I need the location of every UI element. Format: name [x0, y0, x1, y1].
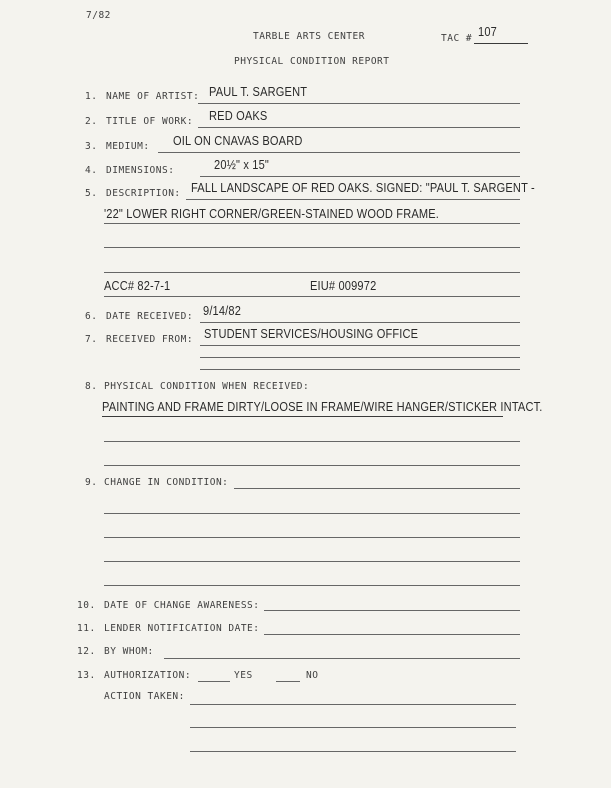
tac-label: TAC # [441, 33, 473, 44]
artist-line [198, 103, 520, 104]
condition-label: PHYSICAL CONDITION WHEN RECEIVED: [104, 381, 310, 392]
no-label: NO [306, 670, 319, 681]
lender-notification-label: LENDER NOTIFICATION DATE: [104, 623, 260, 634]
item-number: 4. [85, 165, 98, 176]
received-from-line-2 [200, 357, 520, 358]
item-number: 1. [85, 91, 98, 102]
change-line-2 [104, 513, 520, 514]
artist-label: NAME OF ARTIST: [106, 91, 200, 102]
artist-value: PAUL T. SARGENT [209, 84, 308, 99]
description-line-1: FALL LANDSCAPE OF RED OAKS. SIGNED: "PAUL T. SARGENT - [191, 180, 535, 195]
description-label: DESCRIPTION: [106, 188, 181, 199]
item-number: 13. [77, 670, 96, 681]
acc-line [104, 296, 520, 297]
date-received-value: 9/14/82 [203, 303, 242, 318]
acc-number: ACC# 82-7-1 [104, 278, 171, 293]
corner-date: 7/82 [86, 10, 111, 21]
change-line-3 [104, 537, 520, 538]
center-name: TARBLE ARTS CENTER [253, 31, 365, 42]
title-line [198, 127, 520, 128]
item-number: 10. [77, 600, 96, 611]
description-rule-2 [104, 223, 520, 224]
title-value: RED OAKS [209, 108, 268, 123]
dimensions-line [200, 176, 520, 177]
item-number: 5. [85, 188, 98, 199]
item-number: 12. [77, 646, 96, 657]
date-received-label: DATE RECEIVED: [106, 311, 194, 322]
item-number: 11. [77, 623, 96, 634]
received-from-line-3 [200, 369, 520, 370]
action-line-2 [190, 727, 516, 728]
no-blank[interactable] [276, 681, 300, 682]
change-label: CHANGE IN CONDITION: [104, 477, 229, 488]
lender-notification-line [264, 634, 520, 635]
medium-value: OIL ON CNAVAS BOARD [173, 133, 303, 148]
item-number: 9. [85, 477, 98, 488]
dimensions-label: DIMENSIONS: [106, 165, 175, 176]
item-number: 8. [85, 381, 98, 392]
description-rule-3 [104, 247, 520, 248]
action-taken-label: ACTION TAKEN: [104, 691, 185, 702]
item-number: 7. [85, 334, 98, 345]
description-rule-4 [104, 272, 520, 273]
dimensions-value: 20½" x 15" [214, 157, 270, 172]
received-from-line-1 [200, 345, 520, 346]
medium-line [158, 152, 520, 153]
condition-rule-1 [104, 441, 520, 442]
action-line-3 [190, 751, 516, 752]
report-title: PHYSICAL CONDITION REPORT [234, 56, 390, 67]
by-whom-line [164, 658, 520, 659]
item-number: 2. [85, 116, 98, 127]
item-number: 6. [85, 311, 98, 322]
condition-underline [102, 416, 503, 417]
received-from-label: RECEIVED FROM: [106, 334, 194, 345]
eiu-number: EIU# 009972 [310, 278, 377, 293]
description-rule-1 [186, 199, 520, 200]
change-line-1 [234, 488, 520, 489]
description-line-2: '22" LOWER RIGHT CORNER/GREEN-STAINED WOOD FRAME. [104, 206, 440, 221]
tac-line [474, 43, 528, 44]
item-number: 3. [85, 141, 98, 152]
date-received-line [200, 322, 520, 323]
action-line-1 [190, 704, 516, 705]
change-line-4 [104, 561, 520, 562]
title-label: TITLE OF WORK: [106, 116, 194, 127]
authorization-label: AUTHORIZATION: [104, 670, 192, 681]
tac-number: 107 [478, 24, 497, 39]
medium-label: MEDIUM: [106, 141, 150, 152]
received-from-value: STUDENT SERVICES/HOUSING OFFICE [204, 326, 419, 341]
by-whom-label: BY WHOM: [104, 646, 154, 657]
change-awareness-line [264, 610, 520, 611]
change-awareness-label: DATE OF CHANGE AWARENESS: [104, 600, 260, 611]
change-line-5 [104, 585, 520, 586]
yes-label: YES [234, 670, 253, 681]
yes-blank[interactable] [198, 681, 230, 682]
condition-rule-2 [104, 465, 520, 466]
condition-value: PAINTING AND FRAME DIRTY/LOOSE IN FRAME/WIRE HANGER/STICKER INTACT. [102, 399, 543, 414]
